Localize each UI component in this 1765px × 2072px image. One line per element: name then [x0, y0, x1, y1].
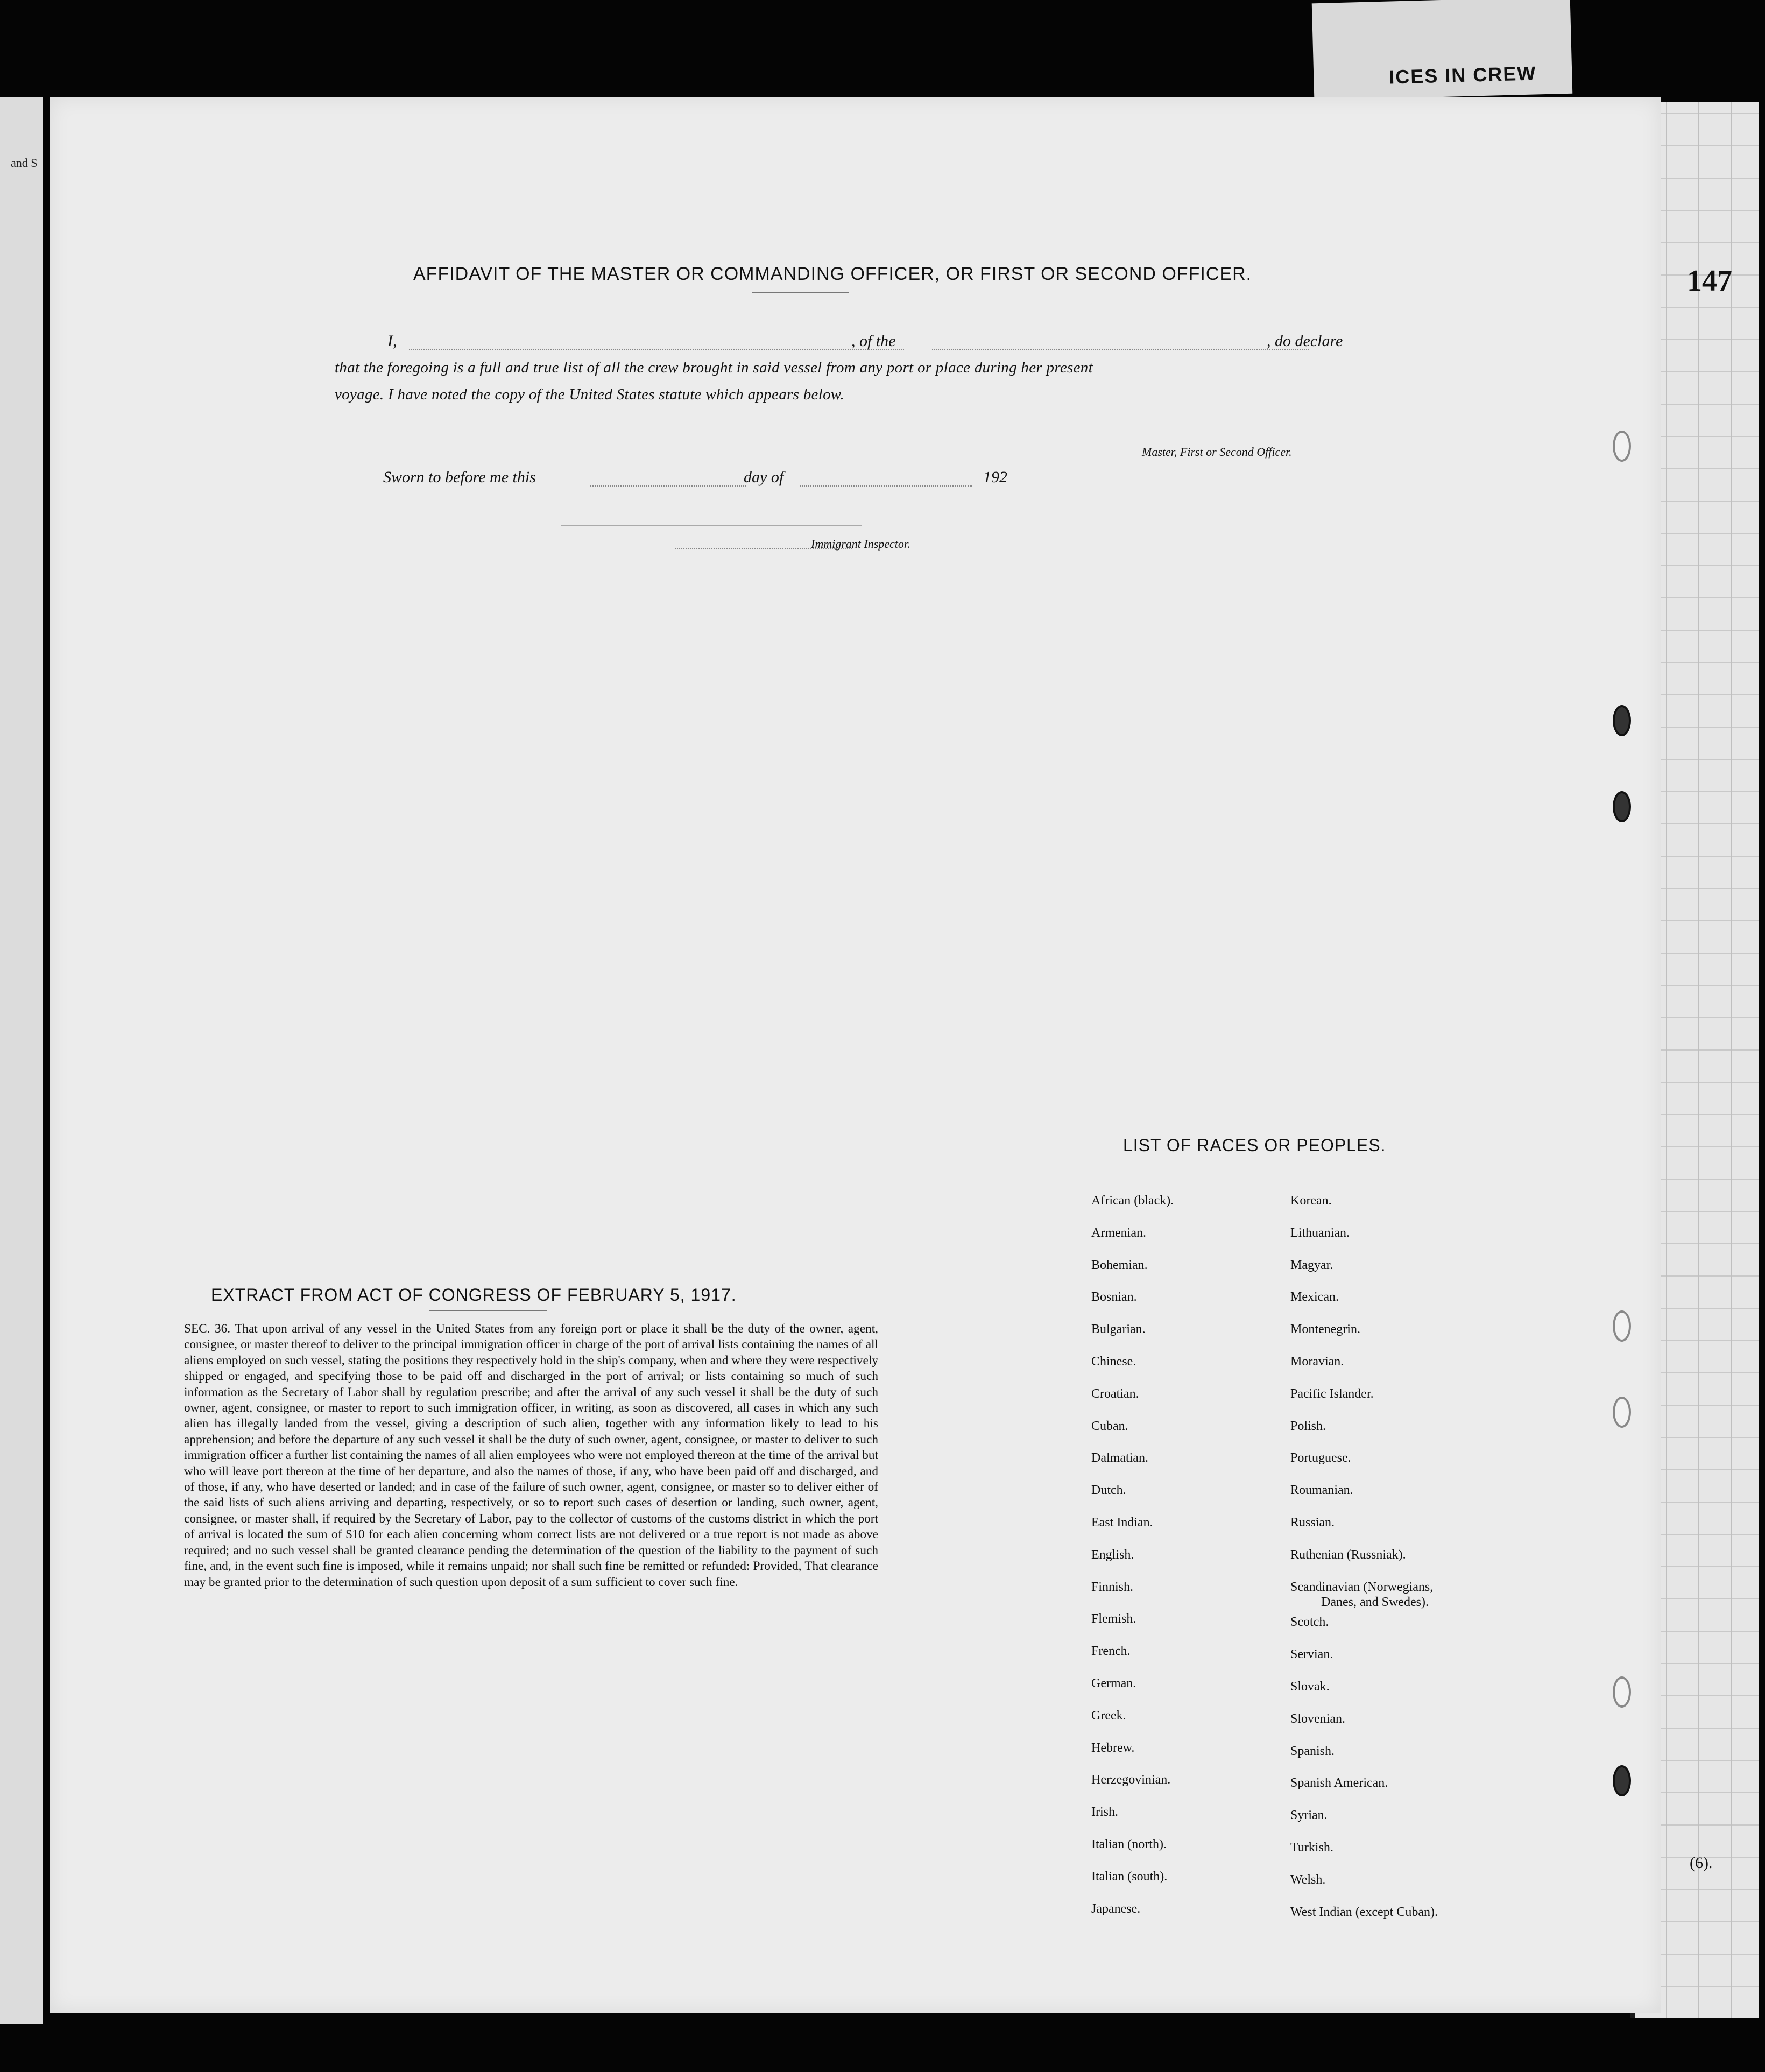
race-item: Croatian. [1091, 1386, 1139, 1401]
race-item: West Indian (except Cuban). [1290, 1905, 1438, 1919]
race-item: Dalmatian. [1091, 1451, 1148, 1465]
race-item: Polish. [1290, 1419, 1326, 1433]
race-item: Japanese. [1091, 1901, 1141, 1916]
races-title: LIST OF RACES OR PEOPLES. [1123, 1136, 1386, 1155]
binder-hole [1613, 431, 1631, 462]
race-item: Italian (north). [1091, 1837, 1167, 1851]
affidavit-title-rule [752, 292, 849, 293]
race-item: Korean. [1290, 1194, 1332, 1208]
ledger-footer: (6). [1690, 1854, 1713, 1872]
race-item: English. [1091, 1547, 1134, 1562]
binder-hole [1613, 791, 1631, 822]
document-page [50, 97, 1661, 2013]
left-strip-sheet [0, 97, 43, 2024]
inspector-sign-rule [561, 525, 862, 526]
vessel-name-field[interactable] [932, 349, 1309, 350]
race-item: Ruthenian (Russniak). [1290, 1547, 1406, 1562]
signature-label: Master, First or Second Officer. [1142, 445, 1292, 459]
extract-title: EXTRACT FROM ACT OF CONGRESS OF FEBRUARY 5, 1917. [211, 1285, 737, 1305]
race-item: Spanish American. [1290, 1776, 1388, 1791]
affidavit-line-2: that the foregoing is a full and true list of all the crew brought in said vessel from any port or place during her present [335, 359, 1093, 376]
inspector-label: Immigrant Inspector. [811, 537, 910, 551]
affidavit-title: AFFIDAVIT OF THE MASTER OR COMMANDING OFFICER, OR FIRST OR SECOND OFFICER. [413, 264, 1252, 284]
race-item: Hebrew. [1091, 1740, 1135, 1755]
race-item: Spanish. [1290, 1744, 1335, 1758]
affidavit-i: I, [387, 332, 397, 350]
race-item: Irish. [1091, 1805, 1118, 1820]
binder-hole [1613, 1310, 1631, 1342]
race-item: Herzegovinian. [1091, 1773, 1171, 1787]
race-item: Finnish. [1091, 1580, 1134, 1594]
race-item: Syrian. [1290, 1808, 1328, 1823]
race-item: Chinese. [1091, 1355, 1136, 1369]
affidavit-of-the: , of the [851, 332, 896, 350]
race-item: Moravian. [1290, 1355, 1344, 1369]
sworn-day-field[interactable] [590, 485, 746, 487]
binder-hole [1613, 1765, 1631, 1796]
race-item: German. [1091, 1676, 1136, 1690]
race-item: Welsh. [1290, 1872, 1326, 1887]
master-name-field[interactable] [409, 349, 904, 350]
binder-hole [1613, 1676, 1631, 1708]
race-item: African (black). [1091, 1194, 1174, 1208]
back-tab-text: ICES IN CREW [1388, 62, 1537, 88]
race-item: Greek. [1091, 1708, 1126, 1723]
race-item: Dutch. [1091, 1483, 1126, 1498]
race-item: French. [1091, 1644, 1131, 1659]
race-item: Portuguese. [1290, 1451, 1351, 1465]
race-item: Turkish. [1290, 1841, 1333, 1855]
back-sheet [1312, 0, 1573, 100]
binder-hole [1613, 1397, 1631, 1428]
day-of-text: day of [744, 468, 784, 486]
extract-title-rule [429, 1310, 547, 1311]
binder-hole [1613, 705, 1631, 736]
race-item: Slovak. [1290, 1680, 1330, 1694]
race-item: Roumanian. [1290, 1483, 1353, 1498]
affidavit-line-3: voyage. I have noted the copy of the United States statute which appears below. [335, 386, 844, 403]
race-item: Servian. [1290, 1647, 1333, 1662]
race-item: Slovenian. [1290, 1711, 1345, 1726]
race-item: Montenegrin. [1290, 1322, 1360, 1337]
race-item: Scotch. [1290, 1615, 1329, 1630]
race-item: Lithuanian. [1290, 1225, 1350, 1240]
sworn-month-field[interactable] [800, 485, 972, 487]
race-item: Scandinavian (Norwegians, [1290, 1580, 1434, 1594]
affidavit-declare: , do declare [1267, 332, 1343, 350]
ledger-page-number: 147 [1687, 264, 1732, 298]
race-item: Bosnian. [1091, 1290, 1137, 1305]
sworn-text: Sworn to before me this [383, 468, 536, 486]
race-item: Mexican. [1290, 1290, 1339, 1305]
race-item: Italian (south). [1091, 1869, 1168, 1884]
year-text: 192 [983, 468, 1007, 486]
race-item: Magyar. [1290, 1258, 1333, 1272]
race-item: Armenian. [1091, 1225, 1146, 1240]
extract-body: SEC. 36. That upon arrival of any vessel in the United States from any foreign port or place it shall be the duty of the owner, agent, consignee, or master thereof to deliver to the principal immigration officer in charge of the port of arrival lists containing the names of all aliens employed on such vessel, stating the positions they respectively hold in the ship's company, when and where they were respectively shipped or engaged, and specifying those to be paid off and discharged in the port of arrival; or lists containing so much of such information as the Secretary of Labor shall by regulation prescribe; and after the arrival of any such vessel it shall be the duty of such owner, agent, consignee, or master to report to such immigration officer, in writing, as soon as discovered, all cases in which any such alien has illegally landed from the vessel, giving a description of such alien, together with any information likely to lead to his apprehension; and before the departure of any such vessel it shall be the duty of such owner, agent, consignee, or master to deliver to such immigration officer a further list containing the names of all alien employees who were not employed thereon at the time of the arrival but who will leave port thereon at the time of her departure, and also the names of those, if any, who have been paid off and discharged, and of those, if any, who have deserted or landed; and in case of the failure of such owner, agent, consignee, or master so to deliver either of the said lists of such aliens arriving and departing, respectively, or so to report such cases of desertion or landing, such owner, agent, consignee, or master shall, if required by the Secretary of Labor, pay to the collector of customs of the customs district in which the port of arrival is located the sum of $10 for each alien concerning whom correct lists are not delivered or a true report is not made as above required; and no such vessel shall be granted clearance pending the determination of the question of the liability to the payment of such fine, and, in the event such fine is imposed, while it remains unpaid; nor shall such fine be remitted or refunded: Provided, That clearance may be granted prior to the determination of such question upon deposit of a sum sufficient to cover such fine. [184, 1322, 878, 1589]
race-item: Cuban. [1091, 1419, 1128, 1433]
race-item: Bulgarian. [1091, 1322, 1146, 1337]
race-item: East Indian. [1091, 1516, 1153, 1530]
race-item: Bohemian. [1091, 1258, 1148, 1272]
race-item: Danes, and Swedes). [1321, 1595, 1429, 1609]
race-item: Flemish. [1091, 1612, 1136, 1626]
left-strip-text: and S [11, 156, 38, 170]
race-item: Pacific Islander. [1290, 1386, 1374, 1401]
race-item: Russian. [1290, 1516, 1335, 1530]
